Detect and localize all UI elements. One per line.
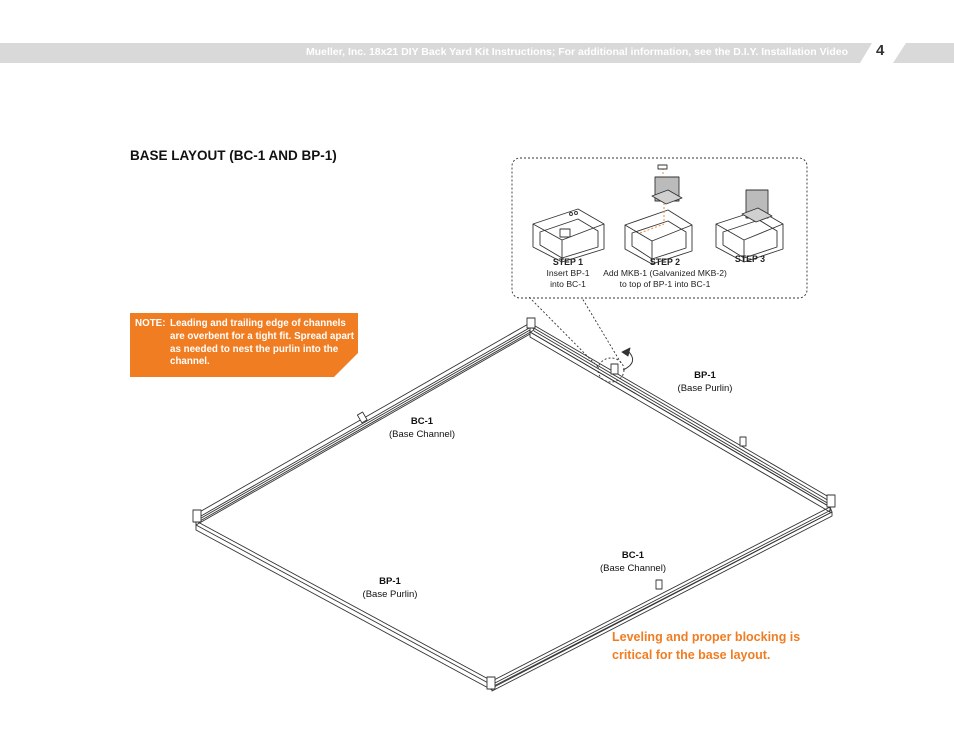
page-number: 4 [876,42,885,59]
label-bc1-left-code: BC-1 [410,416,434,427]
step3-title: STEP 3 [734,254,766,264]
label-bc1-right-name: (Base Channel) [599,562,666,574]
header-title: Mueller, Inc. 18x21 DIY Back Yard Kit Instructions; For additional information, see the D.I.Y. Installation Video [305,46,848,58]
bc1-left-channel [196,323,534,525]
note-text: Leading and trailing edge of channels are overbent for a tight fit. Spread apart as needed to nest the purlin into the channel. [170,318,354,368]
step1-corner-illustration [533,209,604,262]
label-bc1-left-name: (Base Channel) [388,428,455,440]
step1-line2: into BC-1 [550,279,586,289]
label-bp1-right-code: BP-1 [694,370,716,381]
label-bp1-front-name: (Base Purlin) [362,588,418,600]
step1-title: STEP 1 [552,257,584,267]
step3-label [720,254,780,265]
label-bc1-right [583,550,683,575]
step2-line2: to top of BP-1 into BC-1 [619,279,711,289]
label-bc1-left [372,416,472,441]
step2-line1: Add MKB-1 (Galvanized MKB-2) [603,268,727,278]
step1-line1: Insert BP-1 [546,268,590,278]
label-bc1-right-code: BC-1 [621,550,645,561]
note-label: NOTE: [135,318,166,329]
rotate-arrow-head [622,348,630,356]
step2-label [590,257,740,290]
section-title: BASE LAYOUT (BC-1 AND BP-1) [130,148,337,163]
bp1-front-purlin [196,521,492,690]
leveling-warning: Leveling and proper blocking is critical for the base layout. [612,630,801,662]
label-bp1-front [345,576,435,601]
label-bp1-front-code: BP-1 [379,576,401,587]
step2-corner-illustration [625,165,692,264]
step3-corner-illustration [716,190,783,262]
label-bp1-right-name: (Base Purlin) [677,382,733,394]
bp1-right-purlin [530,323,834,512]
step2-title: STEP 2 [649,257,681,267]
label-bp1-right [660,370,750,395]
